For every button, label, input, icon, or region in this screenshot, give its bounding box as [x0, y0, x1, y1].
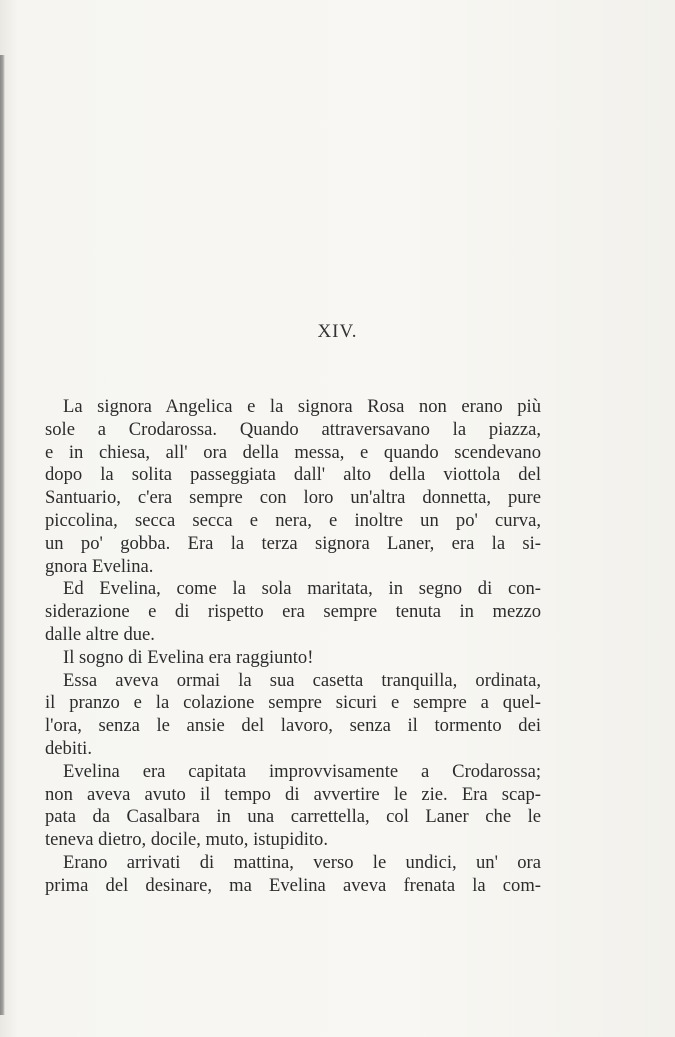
chapter-heading: XIV.: [317, 321, 358, 342]
text-line: prima del desinare, ma Evelina aveva frenata la com-: [45, 874, 541, 896]
text-line: l'ora, senza le ansie del lavoro, senza il tormento dei: [45, 715, 541, 737]
text-line: non aveva avuto il tempo di avvertire le zie. Era scap-: [45, 783, 541, 805]
text-line: Evelina era capitata improvvisamente a Crodarossa;: [63, 760, 541, 782]
text-line: dalle altre due.: [45, 623, 155, 645]
text-line: Erano arrivati di mattina, verso le undici, un' ora: [63, 851, 541, 873]
text-line: piccolina, secca secca e nera, e inoltre un po' curva,: [45, 509, 541, 531]
text-line: Ed Evelina, come la sola maritata, in segno di con-: [63, 578, 541, 600]
text-line: il pranzo e la colazione sempre sicuri e sempre a quel-: [45, 692, 541, 714]
text-line: siderazione e di rispetto era sempre tenuta in mezzo: [45, 601, 541, 623]
text-line: Il sogno di Evelina era raggiunto!: [63, 646, 314, 668]
text-line: teneva dietro, docile, muto, istupidito.: [45, 829, 328, 851]
text-line: e in chiesa, all' ora della messa, e quando scendevano: [45, 441, 541, 463]
page-binding-edge: [0, 55, 5, 1015]
text-line: Santuario, c'era sempre con loro un'altra donnetta, pure: [45, 487, 541, 509]
text-line: La signora Angelica e la signora Rosa non erano più: [63, 396, 541, 417]
text-line: gnora Evelina.: [45, 555, 154, 577]
text-line: sole a Crodarossa. Quando attraversavano la piazza,: [45, 418, 541, 440]
text-line: debiti.: [45, 737, 92, 759]
text-line: pata da Casalbara in una carrettella, col Laner che le: [45, 806, 541, 828]
text-line: dopo la solita passeggiata dall' alto della viottola del: [45, 464, 541, 486]
body-text: [45, 396, 541, 898]
text-line: un po' gobba. Era la terza signora Laner, era la si-: [45, 532, 541, 554]
text-line: Essa aveva ormai la sua casetta tranquilla, ordinata,: [63, 669, 541, 691]
